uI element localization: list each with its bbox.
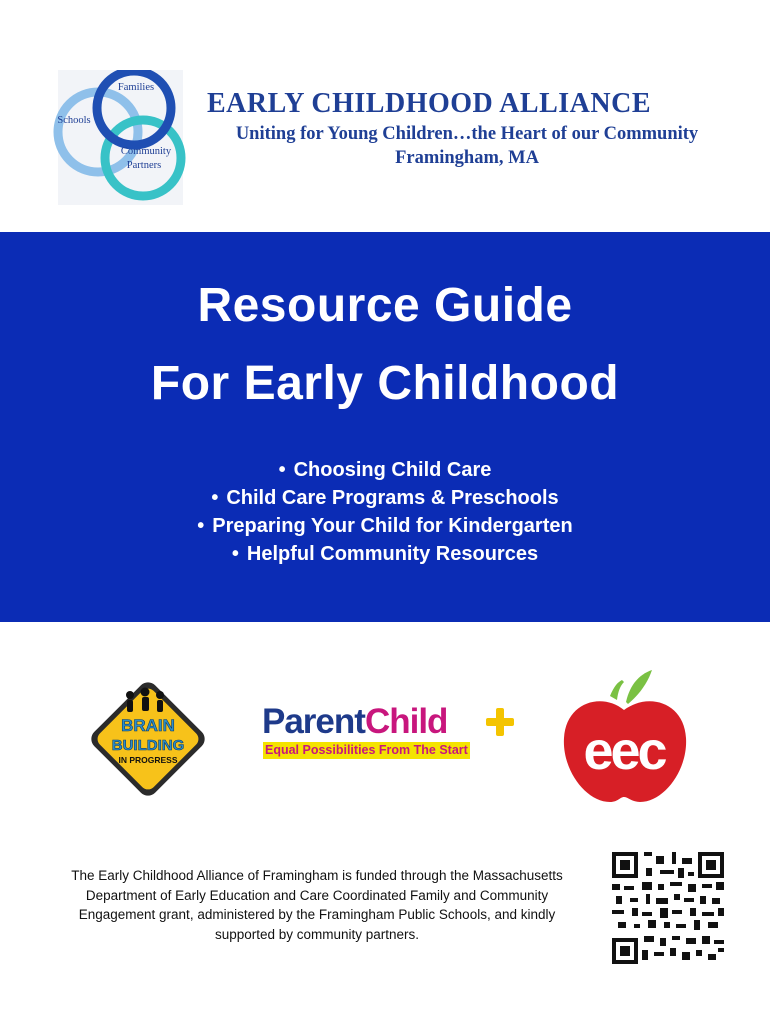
eec-wordmark: eec [583,721,665,781]
building-word: BUILDING [111,737,185,754]
topic-label: Helpful Community Resources [246,543,539,565]
topic-item [0,540,770,568]
ring-label-families: Families [117,82,155,93]
brain-building-logo [83,674,213,804]
ring-label-schools: Schools [57,115,91,126]
bullet-icon: • [231,543,239,565]
alliance-rings-logo [48,70,188,205]
org-location: Framingham, MA [395,148,539,168]
funding-statement: The Early Childhood Alliance of Framingham is funded through the Massachusetts Department of Early Education and Care Coordinated Family and Community Engagement grant, administered by the Framingham Public Schools, and kindly supported by community partners. [71,868,563,942]
stem-icon [610,680,624,700]
title-banner [0,232,770,622]
topic-label: Choosing Child Care [293,459,492,481]
topic-item [0,456,770,484]
topic-list [0,456,770,568]
guide-title-line-1: Resource Guide [197,279,573,332]
in-progress-word: IN PROGRESS [118,755,178,765]
leaf-icon [626,670,652,704]
parentchild-wordmark [262,702,447,742]
bullet-icon: • [278,459,286,481]
parent-word: Parent [262,702,365,741]
topic-item [0,512,770,540]
qr-code-icon[interactable] [612,852,724,964]
plus-icon [485,704,515,740]
bullet-icon: • [197,515,205,537]
child-word: Child [364,702,448,741]
parentchild-tagline: Equal Possibilities From The Start [265,743,468,757]
guide-title-line-2: For Early Childhood [150,357,620,410]
ring-label-community: Community [120,146,172,157]
org-tagline: Uniting for Young Children…the Heart of our Community [235,124,699,144]
bullet-icon: • [211,487,219,509]
eec-apple-logo [560,666,690,806]
org-name: EARLY CHILDHOOD ALLIANCE [207,88,652,119]
partner-logos [0,622,770,842]
topic-item [0,484,770,512]
brain-word: BRAIN [121,716,175,735]
parentchild-plus-logo [262,702,514,762]
topic-label: Child Care Programs & Preschools [226,487,559,509]
topic-label: Preparing Your Child for Kindergarten [212,515,573,537]
header [0,0,770,232]
ring-label-partners: Partners [126,160,162,171]
